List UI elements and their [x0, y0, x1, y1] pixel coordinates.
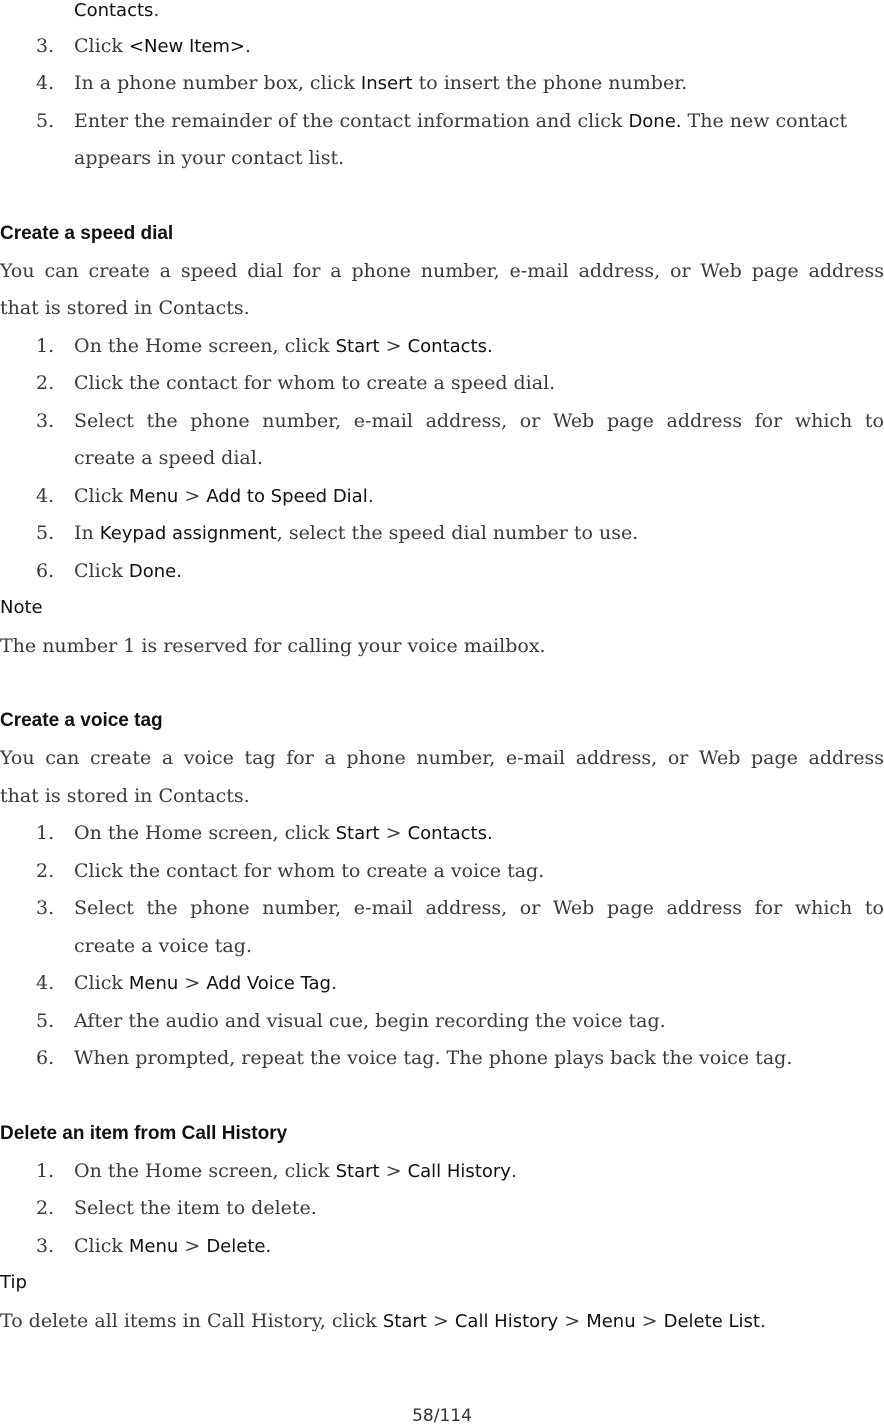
tip-text: To delete all items in Call History, click Start > Call History > Menu > Delete List. — [0, 1310, 766, 1332]
paragraph: that is stored in Contacts. — [0, 785, 250, 807]
note-label: Note — [0, 597, 43, 618]
section-heading-voice-tag: Create a voice tag — [0, 710, 163, 731]
paragraph: You can create a voice tag for a phone number, e-mail address, or Web page address — [0, 747, 884, 769]
ui-new-item: <New Item> — [128, 36, 246, 57]
tip-label: Tip — [0, 1272, 27, 1293]
section-heading-speed-dial: Create a speed dial — [0, 223, 174, 244]
ui-insert: Insert — [360, 73, 413, 94]
section-heading-call-history: Delete an item from Call History — [0, 1123, 288, 1144]
ui-contacts: Contacts — [74, 0, 154, 21]
paragraph: that is stored in Contacts. — [0, 297, 250, 319]
paragraph: You can create a speed dial for a phone number, e-mail address, or Web page address — [0, 260, 884, 282]
page-number: 58/114 — [412, 1406, 472, 1426]
ui-done: Done. — [628, 111, 682, 132]
note-text: The number 1 is reserved for calling your voice mailbox. — [0, 635, 546, 657]
